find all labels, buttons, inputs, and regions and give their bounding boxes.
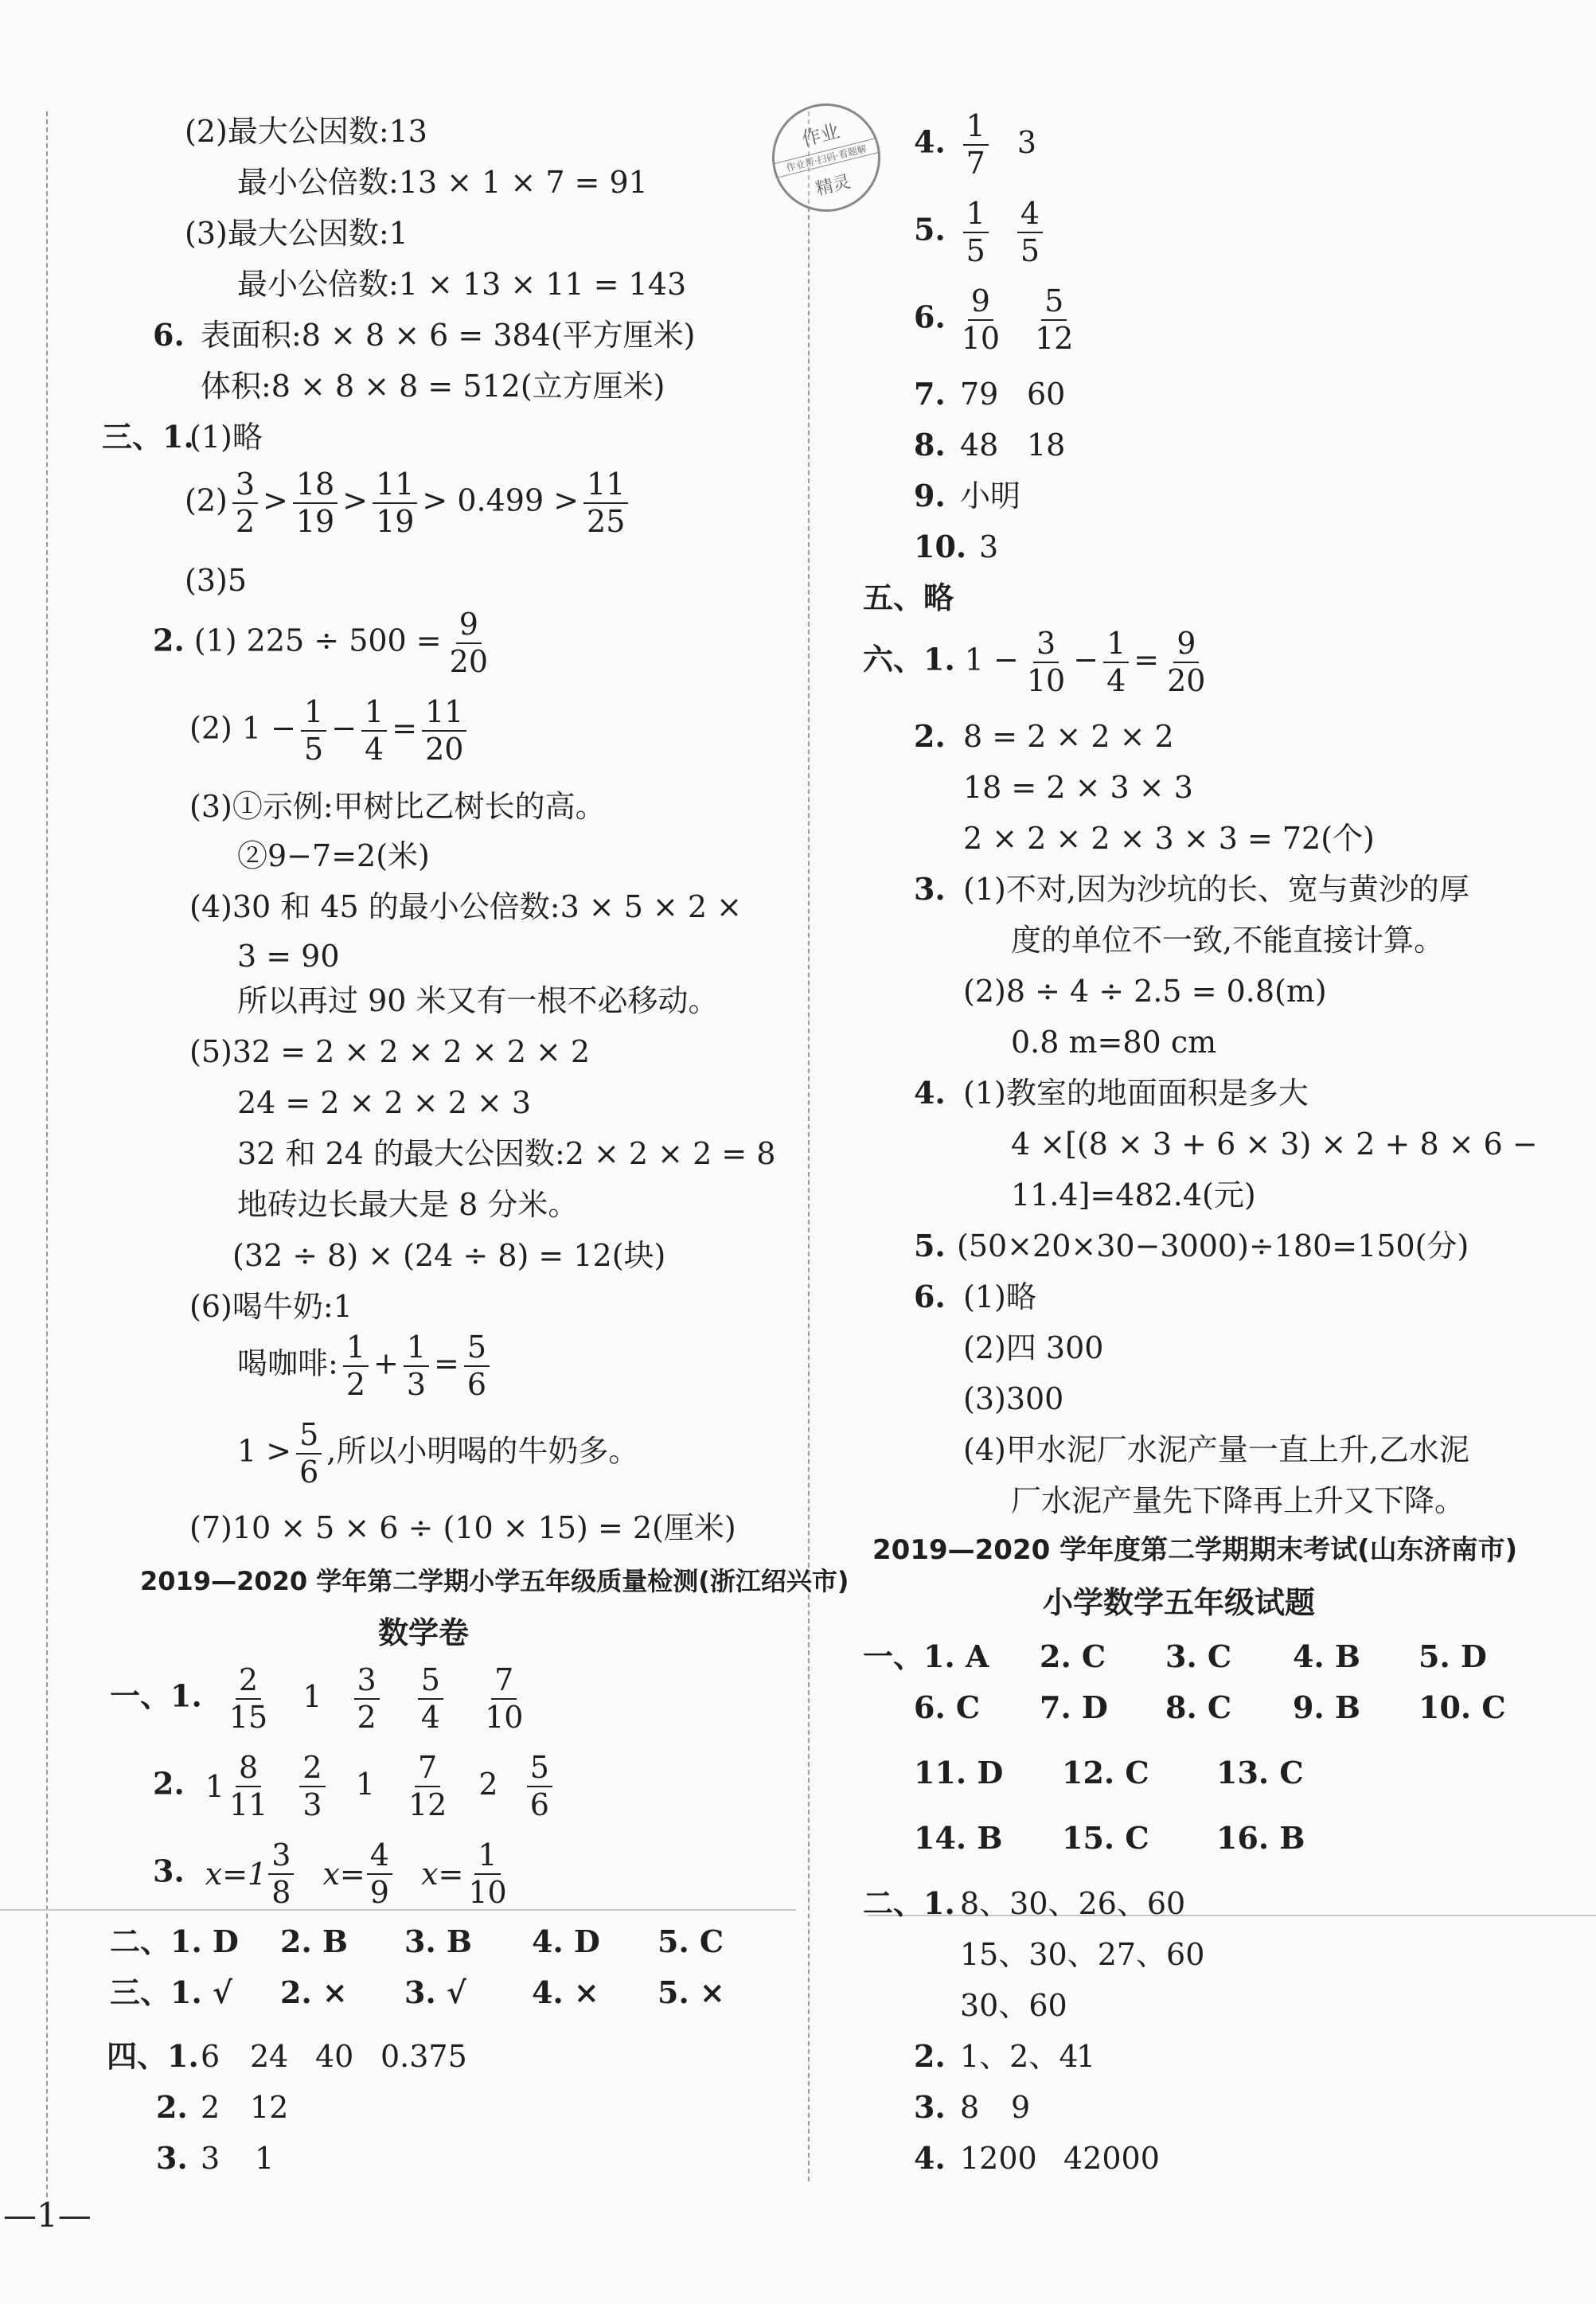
answer-choice: 11. D (914, 1755, 1004, 1790)
section-label: 五、略 (863, 580, 954, 615)
stamp-band-text: 作业帮·扫码·看题解 (773, 138, 880, 178)
fraction: $\frac{2}{3}$ (299, 1751, 325, 1822)
fraction: $\frac{9}{20}$ (449, 607, 489, 680)
section-label: 二、1. (863, 1885, 955, 1921)
answer-choice: 2. C (1040, 1638, 1106, 1674)
fraction: $\frac{1}{2}$ (343, 1331, 369, 1401)
answer-choice: 三、1. √ (110, 1974, 232, 2010)
fraction: $\frac{4}{5}$ (1017, 197, 1043, 267)
answer-line: 表面积:8 × 8 × 6 = 384(平方厘米) (201, 318, 696, 353)
fraction: $\frac{1}{5}$ (301, 696, 326, 766)
fraction: $\frac{11}{25}$ (583, 468, 628, 538)
answer-value: 12 (250, 2090, 289, 2125)
solution-x1: x=1 3 8 (205, 1839, 296, 1909)
fraction: $\frac{5}{6}$ (464, 1331, 490, 1401)
fraction: 3 8 (268, 1839, 294, 1909)
fraction: $\frac{5}{6}$ (296, 1419, 322, 1489)
answer-choice: 一、1. A (863, 1638, 989, 1674)
answer-line: 2 × 2 × 2 × 3 × 3 = 72(个) (963, 821, 1375, 856)
fraction: $\frac{1}{10}$ (468, 1837, 507, 1911)
exam-subtitle: 小学数学五年级试题 (1043, 1585, 1316, 1620)
left-margin-rule (46, 111, 48, 2197)
answer-value: 9 (1011, 2090, 1031, 2125)
answer-choice: 4. D (532, 1923, 600, 1959)
answer-choice: 7. D (1040, 1689, 1108, 1725)
fraction-comparison: (2) $\frac{3}{2}$ > $\frac{18}{19}$ > $\frac{11}{19}$ > 0.499 > $\frac{11}{25}$ (185, 468, 633, 538)
fraction: $\frac{11}{20}$ (422, 696, 466, 766)
fraction: $\frac{3}{10}$ (1026, 626, 1066, 699)
answer-value: 3 (979, 529, 999, 564)
fraction: $\frac{1}{5}$ (963, 197, 989, 267)
answer-choice: 2. × (280, 1974, 348, 2010)
fraction: $\frac{4}{9}$ (367, 1839, 392, 1909)
answer-line: (32 ÷ 8) × (24 ÷ 8) = 12(块) (232, 1238, 666, 1273)
section-label: 四、1. (107, 2038, 199, 2074)
fraction: $\frac{5}{12}$ (1035, 283, 1074, 357)
question-number: 10. (914, 529, 967, 564)
answer-choice: 12. C (1062, 1755, 1149, 1790)
answer-row: 一、1. $\frac{2}{15}$ 1 $\frac{3}{2}$ $\frac{5}{4}$ $\frac{7}{10}$ (110, 1664, 531, 1734)
answer-value: 1 (255, 2141, 275, 2176)
fraction: $\frac{1}{7}$ (963, 110, 989, 180)
answer-line: (7)10 × 5 × 6 ÷ (10 × 15) = 2(厘米) (189, 1510, 736, 1545)
fraction-equation: 2. (1) 225 ÷ 500 = $\frac{9}{20}$ (153, 608, 496, 678)
question-number: 6. (153, 317, 185, 353)
answer-value: 40 (315, 2039, 354, 2074)
answer-value: 2 (201, 2090, 220, 2125)
mixed-number: 1 8 11 (205, 1751, 273, 1822)
answer-line: (1)略 (963, 1279, 1036, 1314)
page-number: —1— (3, 2196, 92, 2235)
answer-choice: 10. C (1418, 1689, 1506, 1725)
answer-line: 15、30、27、60 (960, 1937, 1205, 1972)
fraction: $\frac{1}{4}$ (361, 696, 387, 766)
fraction-equation: (2) 1 − $\frac{1}{5}$ − $\frac{1}{4}$ = $\frac{11}{20}$ (189, 696, 471, 766)
fraction-answer: 4. $\frac{1}{7}$ 3 (914, 108, 1037, 182)
fraction-comparison: 1 > $\frac{5}{6}$ ,所以小明喝的牛奶多。 (237, 1417, 639, 1490)
question-number: 3. (914, 871, 946, 907)
fraction: $\frac{1}{4}$ (1103, 627, 1129, 697)
answer-choice: 5. C (658, 1923, 724, 1959)
fraction: $\frac{18}{19}$ (293, 468, 338, 538)
answer-line: 所以再过 90 米又有一根不必移动。 (237, 983, 719, 1018)
answer-choice: 3. B (404, 1923, 473, 1959)
left-bottom-rule (0, 1909, 796, 1911)
question-number: 5. (914, 211, 946, 248)
fraction-equation: 六、1. 1 − $\frac{3}{10}$ − $\frac{1}{4}$ = $\frac{9}{20}$ (863, 627, 1213, 697)
fraction: $\frac{9}{20}$ (1167, 626, 1206, 699)
answer-line: 11.4]=482.4(元) (1011, 1177, 1256, 1213)
answer-choice: 4. B (1293, 1638, 1361, 1674)
answer-line: 地砖边长最大是 8 分米。 (237, 1187, 579, 1222)
section-label: 一、1. (110, 1677, 202, 1714)
answer-line: (3)300 (963, 1381, 1064, 1416)
homework-stamp (761, 92, 892, 224)
answer-value: 48 (960, 428, 999, 463)
answer-line: (3)5 (185, 563, 248, 598)
answer-row (153, 1839, 512, 1909)
answer-choice: 16. B (1216, 1820, 1305, 1856)
answer-line: 度的单位不一致,不能直接计算。 (1011, 923, 1445, 958)
question-number: 3. (153, 1853, 185, 1889)
solution-x2: x= $\frac{4}{9}$ (323, 1839, 394, 1909)
question-number: 2. (914, 2038, 946, 2074)
fraction: $\frac{7}{10}$ (485, 1662, 524, 1736)
exam-title: 2019—2020 学年度第二学期期末考试(山东济南市) (872, 1534, 1518, 1566)
answer-line: (5)32 = 2 × 2 × 2 × 2 × 2 (189, 1034, 591, 1069)
answer-line: (3)①示例:甲树比乙树长的高。 (189, 789, 606, 824)
answer-choice: 14. B (914, 1820, 1003, 1856)
answer-row: 2. 1 8 11 $\frac{2}{3}$ 1 $\frac{7}{12}$ 2 $\frac{5}{6}$ (153, 1751, 557, 1822)
question-number: 3. (156, 2140, 188, 2176)
stamp-top-text: 作业 (799, 119, 842, 151)
stamp-bottom-text: 精灵 (814, 171, 853, 200)
answer-value: 1 (1076, 2039, 1096, 2074)
answer-line: 体积:8 × 8 × 8 = 512(立方厘米) (201, 369, 665, 404)
question-number: 5. (914, 1228, 946, 1263)
answer-value: 3 (201, 2141, 220, 2176)
answer-line: (2)8 ÷ 4 ÷ 2.5 = 0.8(m) (963, 974, 1327, 1009)
fraction-answer (914, 197, 1048, 267)
answer-line: (4)甲水泥厂水泥产量一直上升,乙水泥 (963, 1432, 1469, 1467)
fraction: $\frac{7}{12}$ (408, 1750, 447, 1823)
question-number: 2. (153, 1765, 185, 1802)
answer-value: 60 (1027, 377, 1066, 412)
answer-line: (2)最大公因数:13 (185, 114, 427, 149)
answer-choice: 4. × (532, 1974, 599, 2010)
answer-value: 79 (960, 377, 999, 412)
fraction: 8 11 (228, 1750, 268, 1823)
fraction: $\frac{5}{6}$ (527, 1751, 552, 1822)
fraction: $\frac{3}{2}$ (232, 468, 258, 538)
solution-x3: x= $\frac{1}{10}$ (421, 1839, 512, 1909)
answer-line: (4)30 和 45 的最小公倍数:3 × 5 × 2 × (189, 889, 743, 924)
fraction: $\frac{5}{4}$ (418, 1664, 443, 1734)
answer-line: (1)不对,因为沙坑的长、宽与黄沙的厚 (963, 872, 1469, 907)
answer-line: 0.8 m=80 cm (1011, 1025, 1217, 1060)
fraction: $\frac{9}{10}$ (961, 283, 1001, 357)
answer-choice: 15. C (1062, 1820, 1149, 1856)
question-number: 8. (914, 427, 946, 463)
fraction: $\frac{3}{2}$ (354, 1664, 380, 1734)
answer-choice: 二、1. D (110, 1923, 239, 1959)
answer-value: 42000 (1063, 2141, 1160, 2176)
exam-subtitle: 数学卷 (378, 1615, 470, 1650)
answer-line: 厂水泥产量先下降再上升又下降。 (1011, 1483, 1465, 1518)
question-number: 6. (914, 299, 946, 335)
answer-choice: 2. B (280, 1923, 349, 1959)
answer-line: (2)四 300 (963, 1330, 1104, 1365)
answer-line: (6)喝牛奶:1 (189, 1289, 353, 1324)
question-number: 4. (914, 2140, 946, 2176)
answer-line: (1)略 (189, 420, 263, 455)
answer-line: 24 = 2 × 2 × 2 × 3 (237, 1085, 532, 1120)
answer-line: 30、60 (960, 1988, 1067, 2023)
question-number: 3. (914, 2089, 946, 2125)
answer-choice: 13. C (1216, 1755, 1304, 1790)
answer-value: 24 (250, 2039, 289, 2074)
answer-line: 4 ×[(8 × 3 + 6 × 3) × 2 + 8 × 6 − (1011, 1127, 1538, 1162)
question-number: 6. (914, 1279, 946, 1314)
answer-line: (1)教室的地面面积是多大 (963, 1076, 1309, 1111)
column-divider (808, 111, 810, 2181)
answer-line: 8 = 2 × 2 × 2 (963, 719, 1174, 754)
answer-line: ②9−7=2(米) (237, 838, 430, 873)
answer-line: 最小公倍数:1 × 13 × 11 = 143 (237, 267, 687, 302)
answer-line: 8、30、26、60 (960, 1886, 1186, 1921)
answer-value: 1、2、4 (960, 2039, 1079, 2074)
question-number: 2. (914, 718, 946, 754)
answer-choice: 3. √ (404, 1974, 466, 2010)
question-number: 4. (914, 1075, 946, 1111)
answer-value: 8 (960, 2090, 980, 2125)
fraction-answer (914, 285, 1081, 355)
answer-choice: 8. C (1165, 1689, 1232, 1725)
exam-title: 2019—2020 学年第二学期小学五年级质量检测(浙江绍兴市) (140, 1566, 849, 1596)
fraction-equation: 喝咖啡: $\frac{1}{2}$ + $\frac{1}{3}$ = $\frac{5}{6}$ (237, 1331, 494, 1401)
answer-value: 6 (201, 2039, 220, 2074)
section-label: 三、1. (102, 419, 194, 455)
answer-value: 0.375 (380, 2039, 467, 2074)
fraction: $\frac{11}{19}$ (373, 468, 417, 538)
answer-choice: 9. B (1293, 1689, 1361, 1725)
fraction: $\frac{1}{3}$ (404, 1331, 429, 1401)
answer-value: 1200 (960, 2141, 1037, 2176)
answer-value: 小明 (960, 478, 1021, 514)
answer-choice: 6. C (914, 1689, 981, 1725)
fraction: $\frac{2}{15}$ (228, 1662, 268, 1736)
question-number: 2. (153, 622, 185, 658)
answer-line: 18 = 2 × 3 × 3 (963, 770, 1193, 805)
answer-line: 3 = 90 (237, 939, 340, 974)
answer-line: 32 和 24 的最大公因数:2 × 2 × 2 = 8 (237, 1136, 776, 1171)
answer-value: 18 (1027, 428, 1066, 463)
answer-line: (50×20×30−3000)÷180=150(分) (957, 1228, 1469, 1263)
answer-choice: 5. × (658, 1974, 725, 2010)
question-number: 9. (914, 478, 946, 514)
question-number: 7. (914, 376, 946, 412)
question-number: 4. (914, 123, 946, 160)
answer-line: 最小公倍数:13 × 1 × 7 = 91 (237, 165, 648, 200)
question-number: 2. (156, 2089, 188, 2125)
answer-choice: 5. D (1418, 1638, 1487, 1674)
answer-prefix: (2) (185, 482, 228, 518)
section-label: 六、1. (863, 641, 955, 678)
answer-choice: 3. C (1165, 1638, 1232, 1674)
answer-line: (3)最大公因数:1 (185, 216, 408, 251)
